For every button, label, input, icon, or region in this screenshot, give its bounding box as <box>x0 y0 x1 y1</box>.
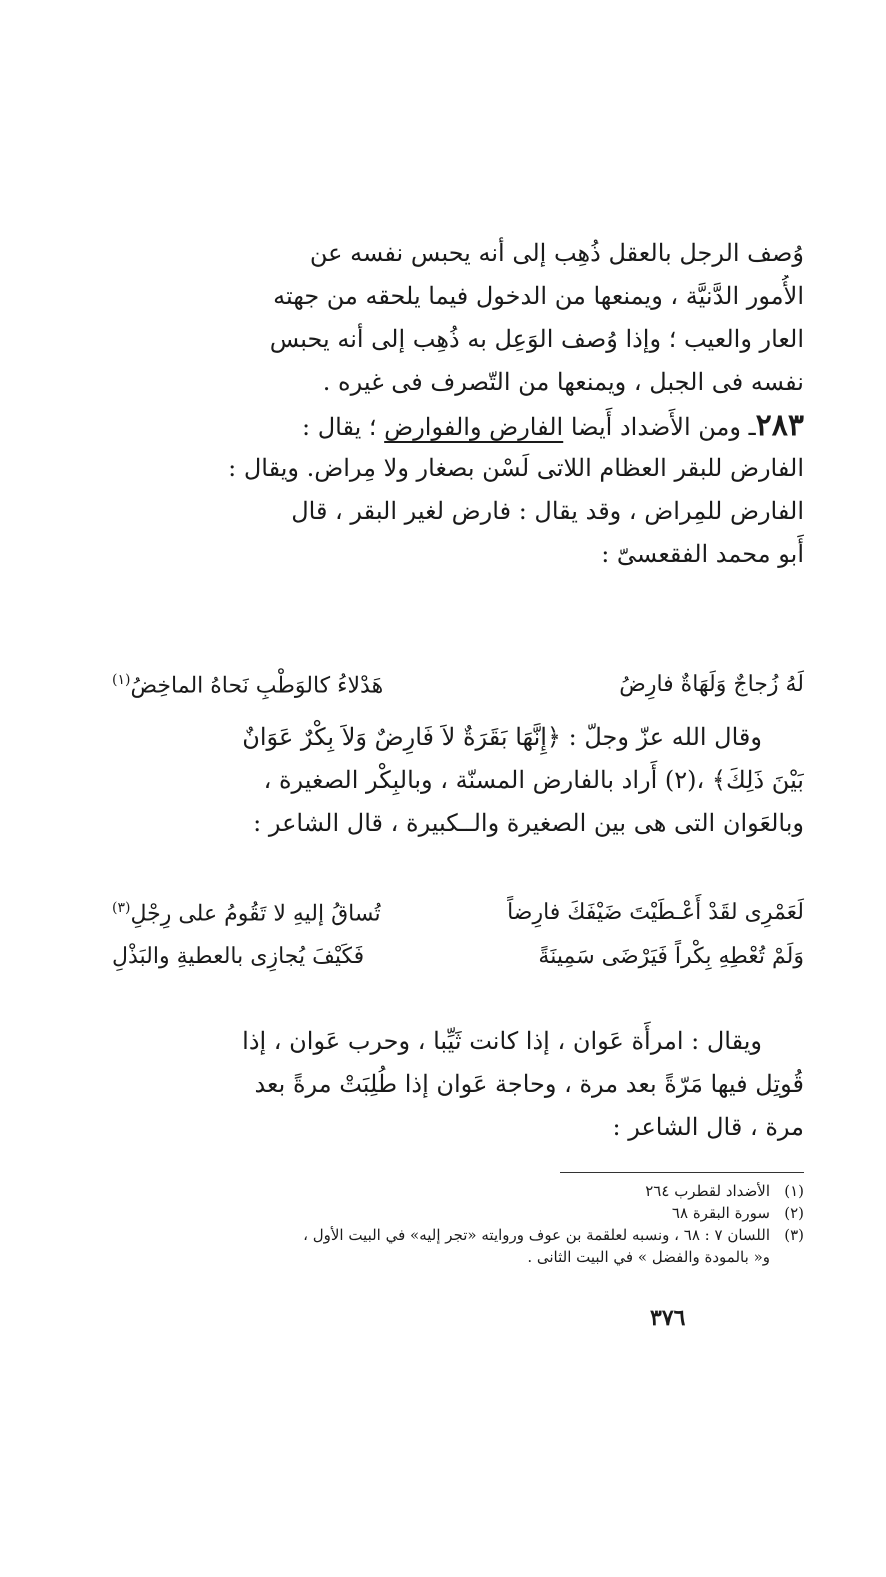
footnote-marker: (١) <box>112 672 131 688</box>
footnote-text: اللسان ٧ : ٦٨ ، ونسبه لعلقمة بن عوف وروايته «تجر إليه» في البيت الأول ، <box>303 1226 770 1244</box>
page-number: ٣٧٦ <box>650 1305 686 1331</box>
entry-prefix: ـ ومن الأَضداد أَيضا <box>563 413 756 441</box>
paragraph-line: العار والعيب ؛ وإذا وُصف الوَعِل به ذُهِب إلى أنه يحبس <box>269 325 804 353</box>
verse-second-half: هَدْلاءُ كالوَطْبِ نَحاهُ الماخِضُ$^{(١)}$ <box>112 672 384 699</box>
paragraph-line: وقال الله عزّ وجلّ : ﴿إِنَّهَا بَقَرَةٌ لاَ فَارِضٌ وَلاَ بِكْرٌ عَوَانٌ <box>242 723 762 751</box>
verse-second-half: فَكَيْفَ يُجازِى بالعطيةِ والبَذْلِ <box>112 944 365 969</box>
paragraph-line: بَيْنَ ذَلِكَ﴾ ،(٢) أَراد بالفارض المسنّة ، وبالبِكْر الصغيرة ، <box>263 766 804 794</box>
verse-first-half: لَهُ زُجاجٌ وَلَهَاةٌ فارِضُ <box>619 672 804 697</box>
verse-first-half: وَلَمْ تُعْطِهِ بِكْراً فَيَرْضَى سَمِينَةً <box>538 944 804 969</box>
footnote-number: (١) <box>784 1182 804 1200</box>
main-text-final <box>112 1020 804 1149</box>
verse-first-half: لَعَمْرِى لقَدْ أَعْـطَيْتَ ضَيْفَكَ فارِضاً <box>507 900 804 925</box>
footnotes <box>112 1180 804 1268</box>
verse-second-half: تُساقُ إليهِ لا تَقُومُ على رِجْلِ$^{(٣)}$ <box>112 900 381 927</box>
entry-suffix: ؛ يقال : <box>302 413 385 441</box>
paragraph-line: قُوتِل فيها مَرّةً بعد مرة ، وحاجة عَوان إذا طُلِبَتْ مرةً بعد <box>254 1070 804 1098</box>
footnote-text: الأضداد لقطرب ٢٦٤ <box>645 1182 770 1200</box>
paragraph-line: وبالعَوان التى هى بين الصغيرة والــكبيرة ، قال الشاعر : <box>253 809 804 837</box>
paragraph-line: أَبو محمد الفقعسىّ : <box>601 540 804 568</box>
entry-term: الفارض والفوارض <box>384 413 564 441</box>
footnote <box>112 1180 804 1202</box>
footnote-text: سورة البقرة ٦٨ <box>671 1204 770 1222</box>
paragraph-line: وُصف الرجل بالعقل ذُهِب إلى أنه يحبس نفسه عن <box>309 239 804 267</box>
paragraph-line: نفسه فى الجبل ، ويمنعها من التّصرف فى غيره . <box>322 368 804 396</box>
footnote-number: (٣) <box>784 1226 804 1244</box>
entry-heading-line <box>112 404 804 447</box>
paragraph-line: الأُمور الدَّنيَّة ، ويمنعها من الدخول فيما يلحقه من جهته <box>273 282 804 310</box>
paragraph-line: مرة ، قال الشاعر : <box>612 1113 804 1141</box>
entry-number: ٢٨٣ <box>755 408 804 443</box>
paragraph-line: ويقال : امرأَة عَوان ، إذا كانت ثَيِّبا ، وحرب عَوان ، إذا <box>242 1027 762 1055</box>
footnote-divider <box>560 1172 804 1173</box>
main-text <box>112 232 804 576</box>
footnote <box>112 1224 804 1246</box>
footnote <box>112 1202 804 1224</box>
main-text-continued <box>112 716 804 845</box>
paragraph-line: الفارض للبقر العظام اللاتى لَسْن بصغار ولا مِراض. ويقال : <box>228 454 804 482</box>
footnote-continuation: و« بالمودة والفضل » في البيت الثانى . <box>527 1248 770 1266</box>
paragraph-line: الفارض للمِراض ، وقد يقال : فارض لغير البقر ، قال <box>291 497 804 525</box>
footnote-number: (٢) <box>784 1204 804 1222</box>
footnote-marker: (٣) <box>112 900 131 916</box>
